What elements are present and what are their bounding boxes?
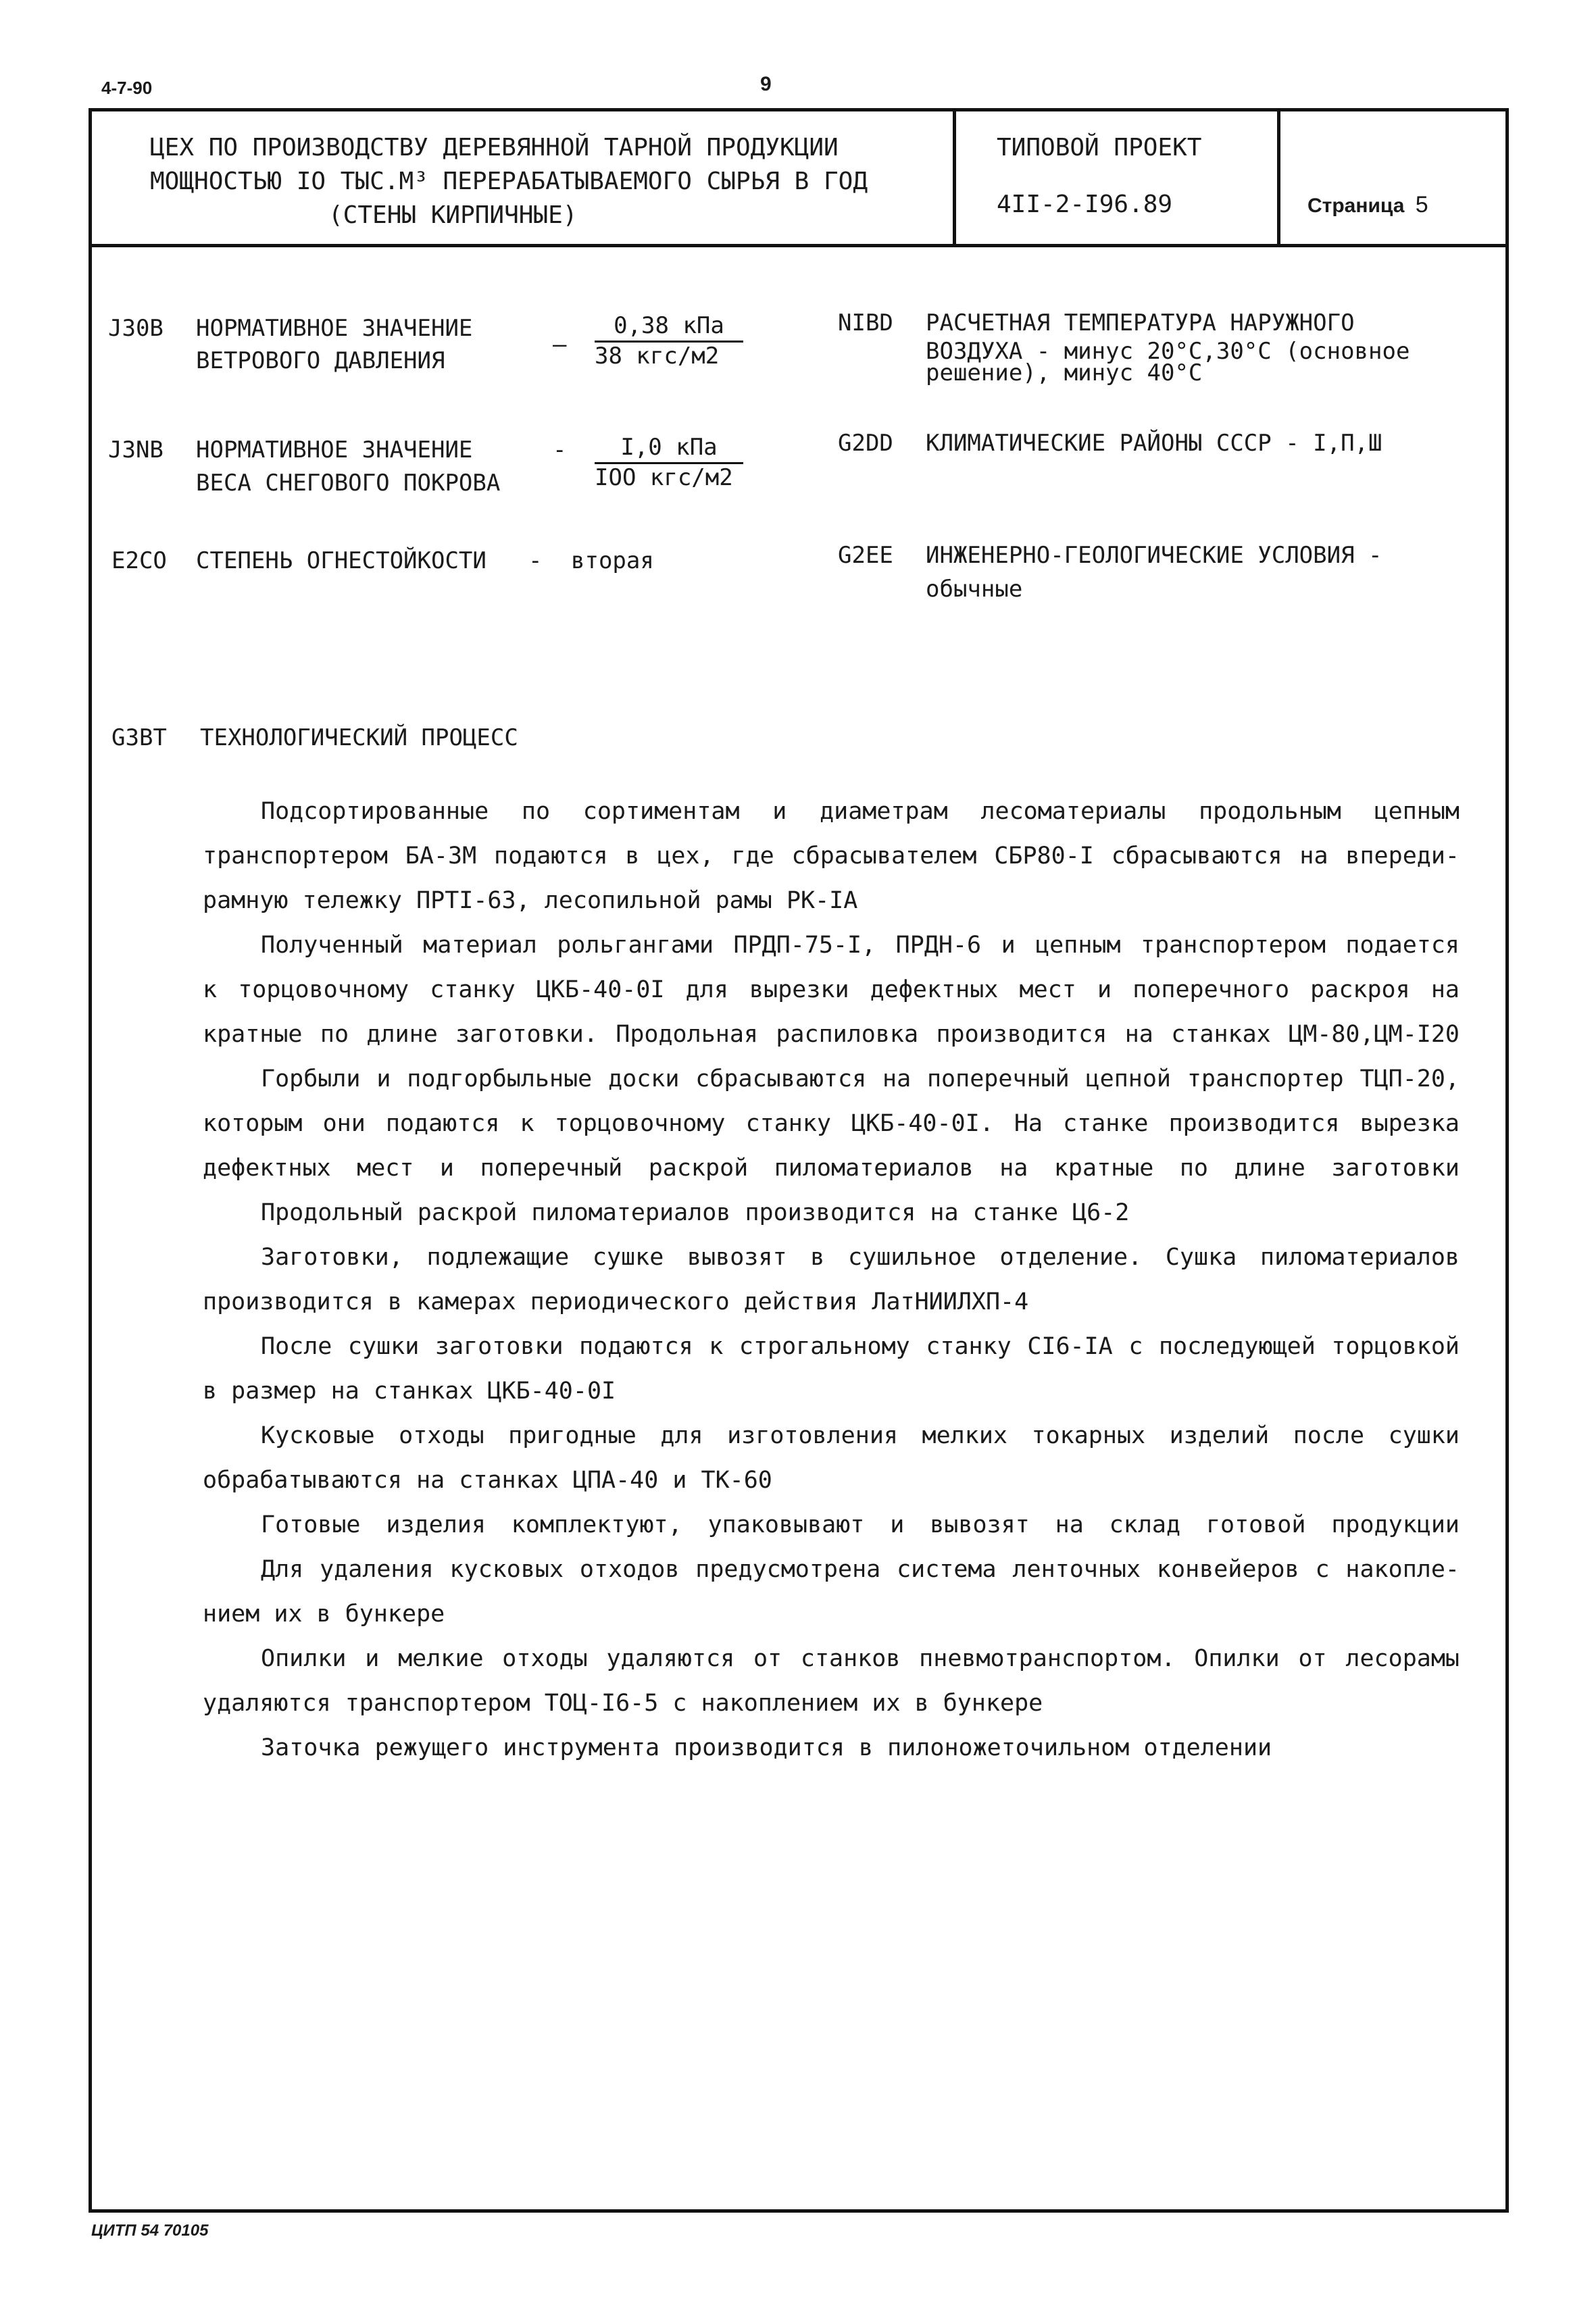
text-line: Подсортированные по сортиментам и диаметрам лесоматериалы продольным цепным (261, 798, 1460, 825)
temperature-line-1: РАСЧЕТНАЯ ТЕМПЕРАТУРА НАРУЖНОГО (926, 309, 1355, 336)
snow-label-line-1: НОРМАТИВНОЕ ЗНАЧЕНИЕ (196, 436, 473, 463)
wind-value-kgs: 38 кгс/м2 (595, 343, 720, 370)
project-number: 4II-2-I96.89 (997, 191, 1173, 218)
sheet-label-group (1307, 192, 1428, 218)
geology-code: G2EE (838, 542, 893, 569)
text-line: Опилки и мелкие отходы удаляются от станков пневмотранспортом. Опилки от лесорамы (261, 1645, 1460, 1672)
text-line: Продольный раскрой пиломатериалов производится на станке Ц6-2 (261, 1199, 1130, 1226)
process-heading: ТЕХНОЛОГИЧЕСКИЙ ПРОЦЕСС (200, 724, 518, 751)
temperature-line-3: решение), минус 40°C (926, 359, 1203, 386)
text-line: После сушки заготовки подаются к строгальному станку СI6-IА с последующей торцовкой (261, 1333, 1460, 1360)
sheet-label: Страница (1307, 195, 1405, 217)
snow-value (595, 434, 743, 491)
header-title-line-3: (СТЕНЫ КИРПИЧНЫЕ) (328, 201, 578, 229)
snow-dash: - (553, 436, 567, 463)
text-line: Заготовки, подлежащие сушке вывозят в сушильное отделение. Сушка пиломатериалов (261, 1244, 1460, 1271)
temperature-code: NIBD (838, 309, 893, 336)
process-code: G3BT (111, 724, 167, 751)
text-line: нием их в бункере (203, 1601, 445, 1628)
text-line: которым они подаются к торцовочному станку ЦКБ-40-0I. На станке производится вырезка (203, 1110, 1460, 1137)
text-line: Заточка режущего инструмента производится в пилоножеточильном отделении (261, 1734, 1272, 1761)
text-line: дефектных мест и поперечный раскрой пиломатериалов на кратные по длине заготовки (203, 1155, 1460, 1182)
fire-label: СТЕПЕНЬ ОГНЕСТОЙКОСТИ (196, 547, 487, 574)
temperature-line-2: ВОЗДУХА - минус 20°C,30°C (основное (926, 338, 1410, 365)
header-separator-2 (1277, 108, 1280, 247)
footer-stamp: ЦИТП 54 70105 (91, 2221, 209, 2240)
wind-label-line-2: ВЕТРОВОГО ДАВЛЕНИЯ (196, 347, 445, 374)
fire-value: вторая (571, 547, 654, 574)
text-line: Горбыли и подгорбыльные доски сбрасываются на поперечный цепной транспортер ТЦП-20, (261, 1065, 1460, 1092)
snow-code: J3NB (108, 436, 164, 463)
fire-dash: - (528, 547, 543, 574)
text-line: Для удаления кусковых отходов предусмотрена система ленточных конвейеров с накопле- (261, 1556, 1460, 1583)
text-line: к торцовочному станку ЦКБ-40-0I для вырезки дефектных мест и поперечного раскроя на (203, 976, 1460, 1003)
wind-code: J30B (108, 315, 164, 342)
sheet-number: 5 (1415, 192, 1428, 218)
snow-value-kpa: I,0 кПа (595, 434, 743, 464)
text-line: производится в камерах периодического действия ЛатНИИЛХП-4 (203, 1288, 1029, 1315)
wind-dash: – (553, 331, 567, 358)
text-line: обрабатываются на станках ЦПА-40 и ТК-60 (203, 1467, 772, 1494)
header-title-line-1: ЦЕХ ПО ПРОИЗВОДСТВУ ДЕРЕВЯННОЙ ТАРНОЙ ПРОДУКЦИИ (150, 134, 839, 161)
text-line: кратные по длине заготовки. Продольная распиловка производится на станках ЦМ-80,ЦМ-I20 (203, 1021, 1460, 1048)
climate-text: КЛИМАТИЧЕСКИЕ РАЙОНЫ СССР - I,П,Ш (926, 430, 1382, 457)
text-line: транспортером БА-3М подаются в цех, где сбрасывателем СБР80-I сбрасываются на впереди- (203, 842, 1460, 870)
wind-value-kpa: 0,38 кПа (595, 312, 743, 343)
snow-value-kgs: IOO кгс/м2 (595, 464, 733, 491)
document-code: 4-7-90 (101, 78, 153, 98)
text-line: в размер на станках ЦКБ-40-0I (203, 1378, 616, 1405)
text-line: удаляются транспортером ТОЦ-I6-5 с накоплением их в бункере (203, 1690, 1043, 1717)
text-line: Кусковые отходы пригодные для изготовления мелких токарных изделий после сушки (261, 1422, 1460, 1449)
process-text (203, 789, 1460, 1770)
wind-value (595, 312, 743, 370)
text-line: Готовые изделия комплектуют, упаковывают и вывозят на склад готовой продукции (261, 1511, 1460, 1538)
geology-line-1: ИНЖЕНЕРНО-ГЕОЛОГИЧЕСКИЕ УСЛОВИЯ - (926, 542, 1382, 569)
header-title-line-2: МОЩНОСТЬЮ IO ТЫС.М³ ПЕРЕРАБАТЫВАЕМОГО СЫРЬЯ В ГОД (150, 168, 868, 195)
header-divider (89, 244, 1509, 247)
climate-code: G2DD (838, 430, 893, 457)
text-line: рамную тележку ПРТI-63, лесопильной рамы РК-IА (203, 887, 858, 914)
snow-label-line-2: ВЕСА СНЕГОВОГО ПОКРОВА (196, 470, 501, 497)
header-separator-1 (953, 108, 956, 247)
wind-label-line-1: НОРМАТИВНОЕ ЗНАЧЕНИЕ (196, 315, 473, 342)
project-label: ТИПОВОЙ ПРОЕКТ (997, 134, 1202, 161)
text-line: Полученный материал рольгангами ПРДП-75-I, ПРДН-6 и цепным транспортером подается (261, 932, 1460, 959)
fire-code: E2CO (111, 547, 167, 574)
geology-line-2: обычные (926, 576, 1023, 603)
page-number: 9 (760, 73, 772, 95)
